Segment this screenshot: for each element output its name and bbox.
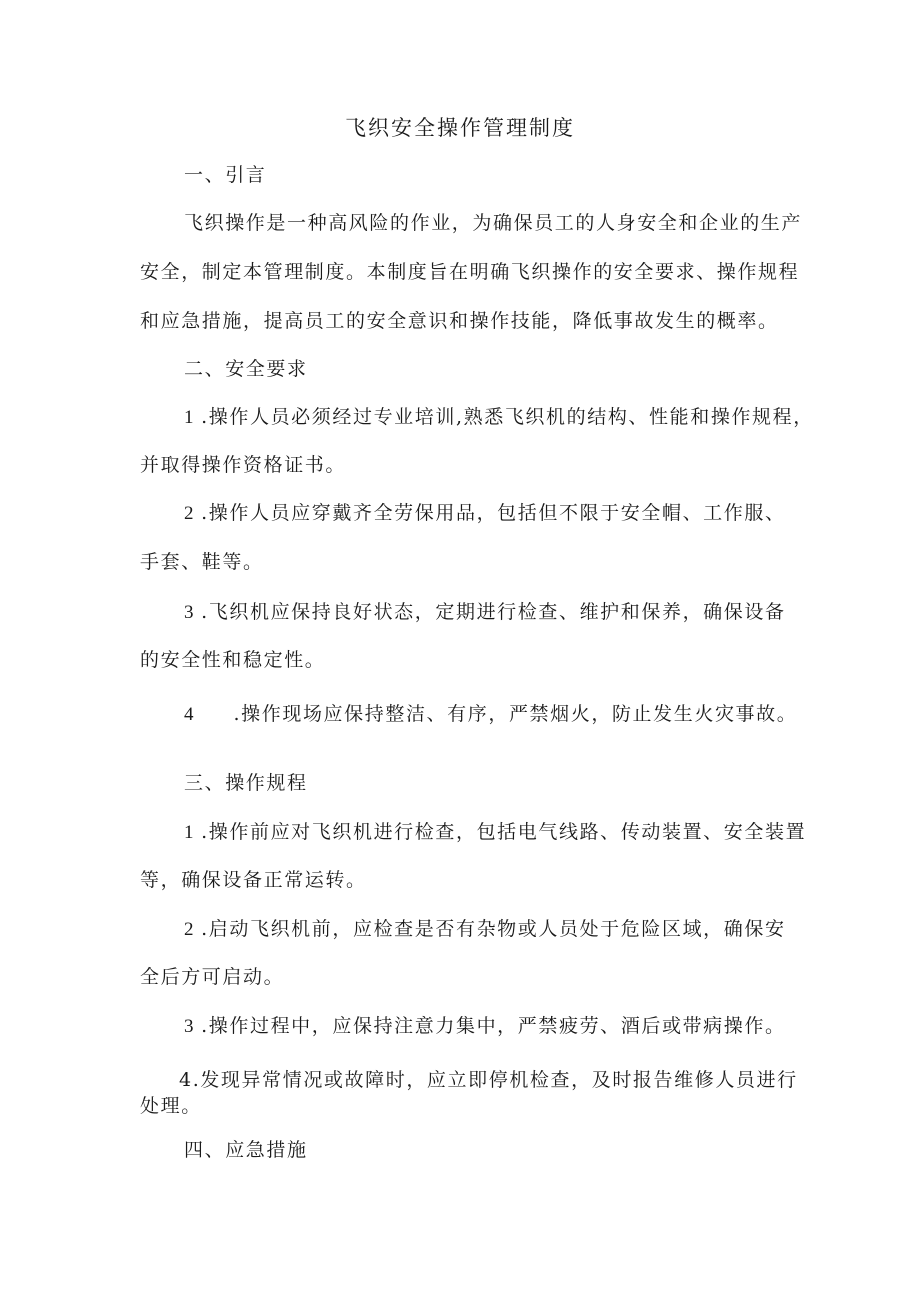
item-number: 3	[184, 602, 194, 623]
procedure-item-4-line1: 4.发现异常情况或故障时，应立即停机检查，及时报告维修人员进行	[179, 1069, 798, 1091]
item-number: 1	[184, 407, 194, 428]
item-text: .操作人员应穿戴齐全劳保用品，包括但不限于安全帽、工作服、	[201, 502, 786, 524]
safety-item-3-line2: 的安全性和稳定性。	[140, 649, 326, 671]
procedure-item-1-line2: 等，确保设备正常运转。	[140, 869, 367, 891]
safety-item-2-line2: 手套、鞋等。	[140, 551, 264, 573]
safety-item-3-line1	[184, 600, 786, 625]
safety-item-4-line1	[184, 702, 797, 727]
item-number: 2	[184, 503, 194, 524]
item-number: 2	[184, 919, 194, 940]
procedure-item-2-line2: 全后方可启动。	[140, 966, 285, 988]
item-number: 3	[184, 1016, 194, 1037]
item-text: .操作过程中，应保持注意力集中，严禁疲劳、酒后或带病操作。	[201, 1015, 786, 1037]
item-text: .操作人员必须经过专业培训,熟悉飞织机的结构、性能和操作规程，	[201, 406, 814, 428]
section-heading-safety: 二、安全要求	[184, 358, 308, 380]
intro-paragraph-line: 安全，制定本管理制度。本制度旨在明确飞织操作的安全要求、操作规程	[140, 261, 800, 283]
item-text: .操作前应对飞织机进行检查，包括电气线路、传动装置、安全装置	[201, 821, 807, 843]
document-title: 飞织安全操作管理制度	[345, 116, 575, 140]
section-heading-emergency: 四、应急措施	[184, 1139, 308, 1161]
item-text: .操作现场应保持整洁、有序，严禁烟火，防止发生火灾事故。	[233, 703, 798, 725]
procedure-item-4-line2: 处理。	[140, 1095, 202, 1117]
procedure-item-3-line1	[184, 1014, 786, 1039]
section-heading-procedure: 三、操作规程	[184, 772, 308, 794]
item-number: 1	[184, 822, 194, 843]
safety-item-1-line1	[184, 405, 814, 430]
intro-paragraph-line: 飞织操作是一种高风险的作业，为确保员工的人身安全和企业的生产	[184, 212, 803, 234]
item-text: .飞织机应保持良好状态，定期进行检查、维护和保养，确保设备	[201, 601, 786, 623]
safety-item-1-line2: 并取得操作资格证书。	[140, 454, 347, 476]
item-number: 4	[184, 704, 194, 725]
item-text: .启动飞织机前，应检查是否有杂物或人员处于危险区域，确保安	[201, 918, 786, 940]
procedure-item-2-line1	[184, 917, 786, 942]
intro-paragraph-line: 和应急措施，提高员工的安全意识和操作技能，降低事故发生的概率。	[140, 310, 779, 332]
safety-item-2-line1	[184, 501, 786, 526]
section-heading-intro: 一、引言	[184, 164, 267, 186]
procedure-item-1-line1	[184, 820, 806, 845]
